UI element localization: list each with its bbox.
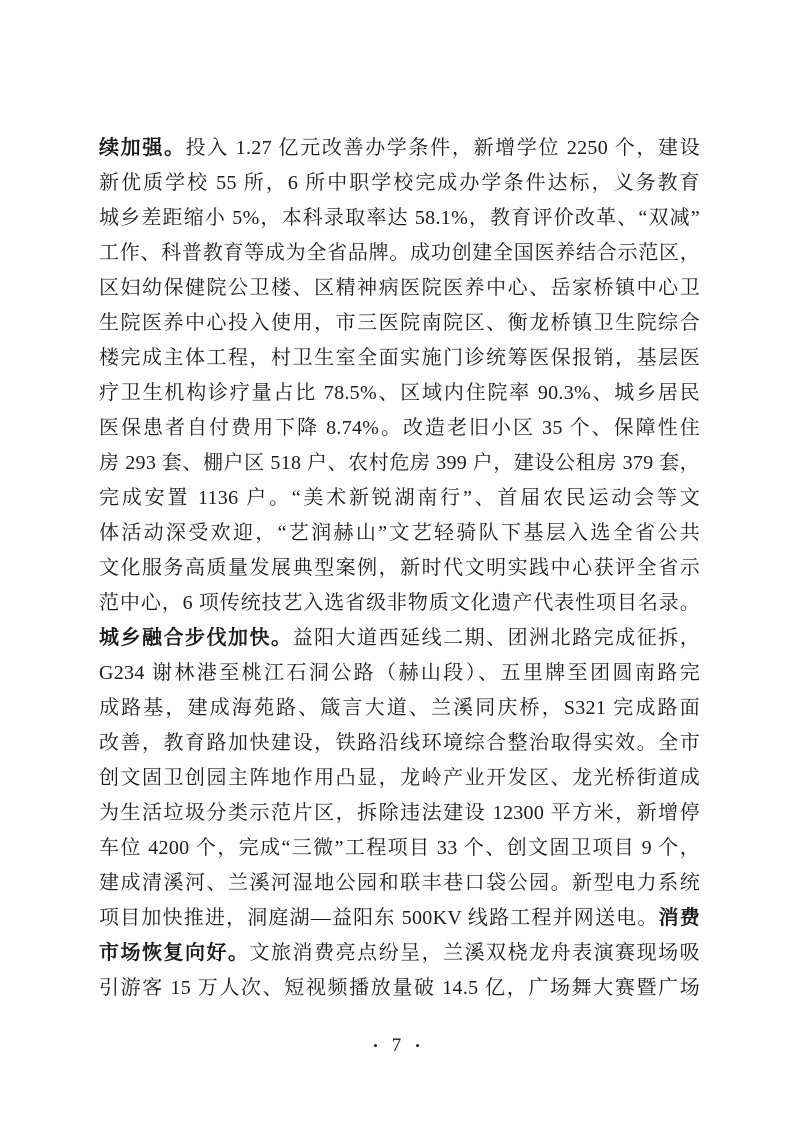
text-run: 新优质学校 55 所，6 所中职学校完成办学条件达标，义务教育	[99, 172, 700, 194]
text-run: 医保患者自付费用下降 8.74%。改造老旧小区 35 个、保障性住	[99, 417, 700, 439]
text-line	[99, 691, 700, 726]
text-line	[99, 936, 700, 971]
text-line	[99, 306, 700, 341]
bold-text-run: 市场恢复向好。	[99, 942, 250, 964]
text-run: 益阳大道西延线二期、团洲北路完成征拆，	[292, 627, 700, 649]
text-line	[99, 656, 700, 691]
text-run: 文化服务高质量发展典型案例，新时代文明实践中心获评全省示	[99, 557, 700, 579]
text-run: 为生活垃圾分类示范片区，拆除违法建设 12300 平方米，新增停	[99, 802, 700, 824]
text-line	[99, 166, 700, 201]
text-line	[99, 586, 700, 621]
text-line	[99, 446, 700, 481]
text-run: 疗卫生机构诊疗量占比 78.5%、区域内住院率 90.3%、城乡居民	[99, 382, 700, 404]
text-run: 城乡差距缩小 5%，本科录取率达 58.1%，教育评价改革、“双减”	[99, 207, 700, 229]
text-line	[99, 761, 700, 796]
text-line	[99, 341, 700, 376]
text-line	[99, 621, 700, 656]
text-line	[99, 551, 700, 586]
bold-text-run: 城乡融合步伐加快。	[99, 627, 293, 649]
footer-left-dot: •	[373, 1037, 378, 1053]
text-run: 创文固卫创园主阵地作用凸显，龙岭产业开发区、龙光桥街道成	[99, 767, 700, 789]
text-line	[99, 901, 700, 936]
text-line	[99, 866, 700, 901]
text-run: 引游客 15 万人次、短视频播放量破 14.5 亿，广场舞大赛暨广场	[99, 977, 700, 999]
text-line	[99, 271, 700, 306]
text-line	[99, 481, 700, 516]
text-line	[99, 796, 700, 831]
text-run: 车位 4200 个，完成“三微”工程项目 33 个、创文固卫项目 9 个，	[99, 837, 700, 859]
text-line	[99, 131, 700, 166]
text-line	[99, 516, 700, 551]
footer-right-dot: •	[415, 1037, 420, 1053]
text-run: 文旅消费亮点纷呈，兰溪双桡龙舟表演赛现场吸	[249, 942, 700, 964]
text-run: 房 293 套、棚户区 518 户、农村危房 399 户，建设公租房 379 套，	[99, 452, 700, 474]
text-run: 楼完成主体工程，村卫生室全面实施门诊统筹医保报销，基层医	[99, 347, 700, 369]
text-run: 建成清溪河、兰溪河湿地公园和联丰巷口袋公园。新型电力系统	[99, 872, 700, 894]
text-line	[99, 376, 700, 411]
text-run: 区妇幼保健院公卫楼、区精神病医院医养中心、岳家桥镇中心卫	[99, 277, 700, 299]
text-line	[99, 726, 700, 761]
text-line	[99, 411, 700, 446]
text-run: 投入 1.27 亿元改善办学条件，新增学位 2250 个，建设	[185, 137, 700, 159]
page-number: 7	[391, 1034, 402, 1056]
page-footer	[0, 1030, 793, 1060]
text-run: 改善，教育路加快建设，铁路沿线环境综合整治取得实效。全市	[99, 732, 700, 754]
text-line	[99, 236, 700, 271]
text-run: 体活动深受欢迎，“艺润赫山”文艺轻骑队下基层入选全省公共	[99, 522, 700, 544]
text-run: 范中心，6 项传统技艺入选省级非物质文化遗产代表性项目名录。	[99, 592, 700, 614]
body-text	[99, 131, 700, 1006]
text-line	[99, 831, 700, 866]
bold-text-run: 消费	[658, 907, 700, 929]
text-run: 项目加快推进，洞庭湖—益阳东 500KV 线路工程并网送电。	[99, 907, 659, 929]
text-line	[99, 201, 700, 236]
text-run: 完成安置 1136 户。“美术新锐湖南行”、首届农民运动会等文	[99, 487, 700, 509]
text-run: 生院医养中心投入使用，市三医院南院区、衡龙桥镇卫生院综合	[99, 312, 700, 334]
bold-text-run: 续加强。	[99, 137, 186, 159]
text-line	[99, 971, 700, 1006]
text-run: G234 谢林港至桃江石洞公路（赫山段）、五里牌至团圆南路完	[99, 662, 700, 684]
text-run: 工作、科普教育等成为全省品牌。成功创建全国医养结合示范区，	[99, 242, 700, 264]
text-run: 成路基，建成海苑路、箴言大道、兰溪同庆桥，S321 完成路面	[99, 697, 700, 719]
